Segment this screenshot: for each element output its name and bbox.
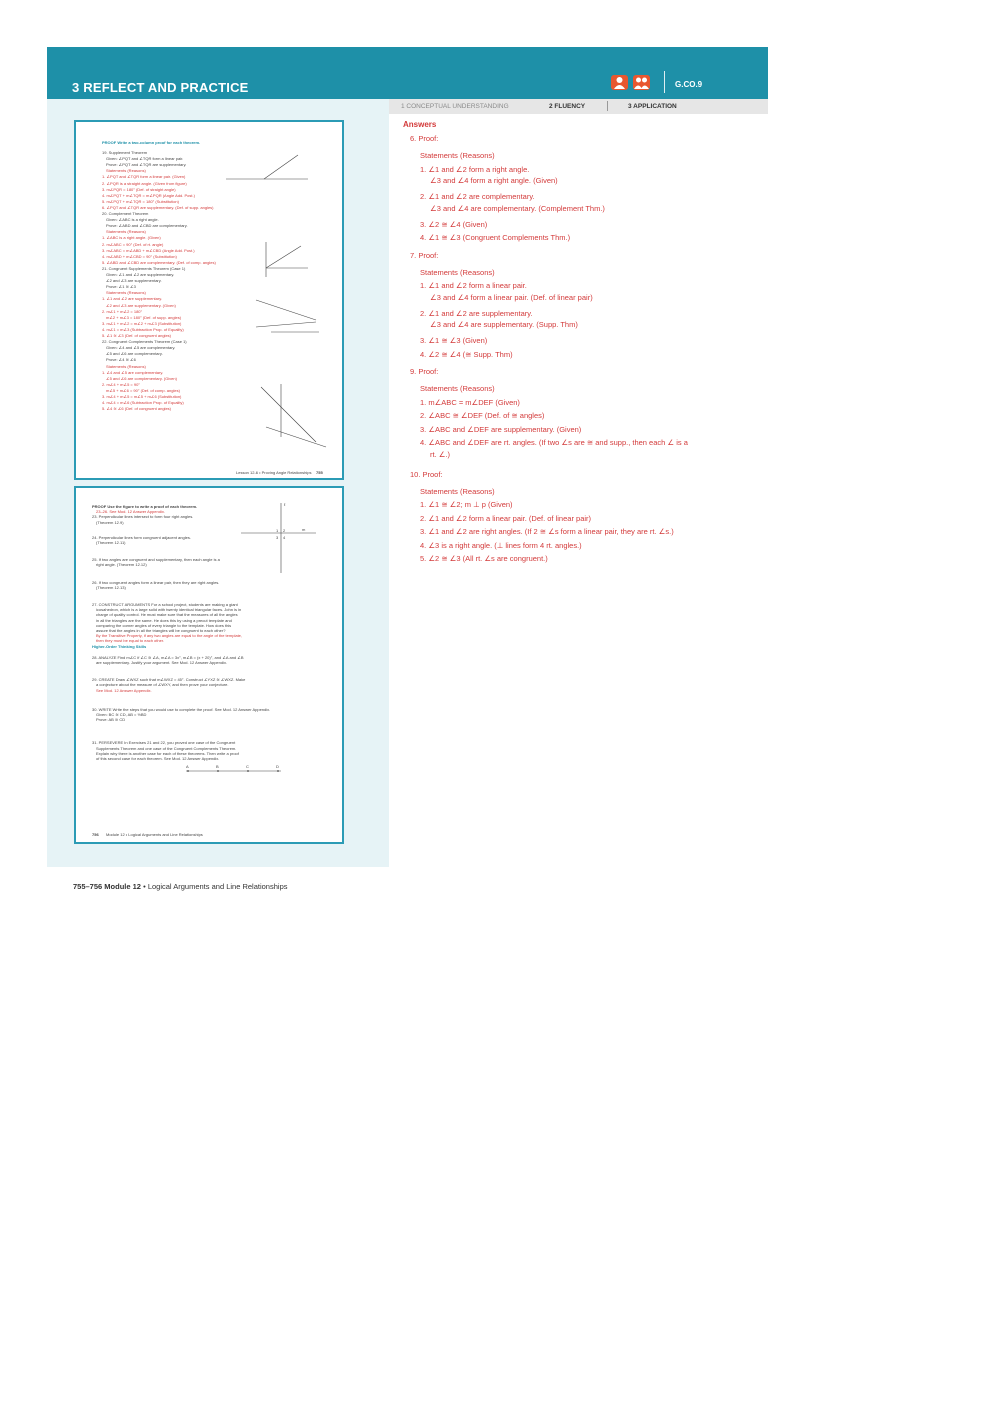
page-line: 22. Congruent Complements Theorem (Case 1) xyxy=(102,339,187,345)
figure20-ray xyxy=(266,246,301,268)
page-line: 4. m∠PQT + m∠TQR = m∠PQR (Angle Add. Post.) xyxy=(102,192,195,198)
page-line: By the Transitive Property, if any two angles are equal to the angle of the template, xyxy=(96,633,243,639)
answer-line: 3. ∠1 and ∠2 are right angles. (If 2 ≅ ∠s form a linear pair, they are rt. ∠s.) xyxy=(420,527,674,536)
page-line: (Theorem 12.13) xyxy=(96,584,126,590)
page-755-footer: Lesson 12-6 • Proving Angle Relationships xyxy=(236,470,312,475)
page-line: 1. ∠ABC is a right angle. (Given) xyxy=(102,235,161,241)
page-755-heading: PROOF Write a two-column proof for each theorem. xyxy=(102,140,201,145)
page-line: Given: ∠ABC is a right angle. xyxy=(106,217,159,223)
page-line: 28. ANALYZE Find m∠C if ∠C ≅ ∠A, m∠A = 3x°, m∠B = (x + 20)°, and ∠A and ∠B xyxy=(92,654,244,660)
page-line: 30. WRITE Write the steps that you would use to complete the proof. See Mod. 12 Answer Appendix. xyxy=(92,706,271,712)
footer-pages: 755–756 xyxy=(73,882,103,891)
student-page-756 xyxy=(74,486,344,844)
page-line: 2. m∠ABC = 90° (Def. of rt. angle) xyxy=(102,241,164,247)
answer-line: 1. ∠1 and ∠2 form a right angle. xyxy=(420,164,530,174)
line-l-label: ℓ xyxy=(284,502,286,507)
answer-line: 1. ∠1 and ∠2 form a linear pair. xyxy=(420,281,527,290)
page-line: ∠2 and ∠3 are supplementary. (Given) xyxy=(106,302,176,308)
page-755-figures xyxy=(76,122,346,482)
page-line: 3. m∠ABC = m∠ABD + m∠CBD (Angle Add. Post.) xyxy=(102,247,195,253)
page-line: 24. Perpendicular lines form congruent adjacent angles. xyxy=(92,534,191,540)
footer-bullet: • xyxy=(143,882,146,891)
answer-line: 2. ∠1 and ∠2 are complementary. xyxy=(420,192,535,201)
answer-line: 4. ∠1 ≅ ∠3 (Congruent Complements Thm.) xyxy=(420,233,571,242)
answer-line: 1. m∠ABC = m∠DEF (Given) xyxy=(420,397,520,407)
page-line: icosahedron, which is a large solid with twenty identical triangular faces. John is in xyxy=(96,607,242,613)
answer-number: 7. Proof: xyxy=(410,250,439,260)
page-line: Explain why there is another case for each of these theorems. Then write a proof xyxy=(96,750,239,756)
page-line: 5. m∠PQT + m∠TQR = 180° (Substitution) xyxy=(102,198,179,204)
answer-line: 2. ∠1 and ∠2 form a linear pair. (Def. of linear pair) xyxy=(420,513,592,523)
page-line: 23–26. See Mod. 12 Answer Appendix. xyxy=(96,509,165,515)
answer-line: 1. ∠1 ≅ ∠2; m ⊥ p (Given) xyxy=(420,500,513,509)
practice-tabs xyxy=(389,99,768,114)
student-pages-panel xyxy=(47,99,389,867)
answer-number: 6. Proof: xyxy=(410,134,439,143)
page-line: comparing the corner angles of every triangle to the template. How does this xyxy=(96,622,232,628)
page-line: 19. Supplement Theorem xyxy=(102,150,148,155)
page-line: assure that the angles in all the triangles will be congruent to each other? xyxy=(96,628,226,633)
answer-line: 4. ∠ABC and ∠DEF are rt. angles. (If two ∠s are ≅ and supp., then each ∠ is a xyxy=(420,438,688,447)
page-line: See Mod. 12 Answer Appendix. xyxy=(96,687,152,693)
individual-student-icon xyxy=(611,75,628,90)
footer-module: Module 12 xyxy=(104,882,141,891)
page-line: Higher-Order Thinking Skills xyxy=(92,643,147,649)
page-756-number: 756 xyxy=(92,832,99,837)
page-line: (Theorem 12.9) xyxy=(96,519,124,525)
angle-2-label: 2 xyxy=(283,528,286,533)
page-line: 29. CREATE Draw ∠WXZ such that m∠WXZ = 45°. Construct ∠YXZ ≅ ∠WXZ. Make xyxy=(92,677,246,683)
point-d-label: D xyxy=(276,764,279,769)
page-line: 1. ∠4 and ∠5 are complementary. xyxy=(102,369,164,375)
answer-line: ∠3 and ∠4 form a right angle. (Given) xyxy=(430,176,558,185)
page-line: 23. Perpendicular lines intersect to form four right angles. xyxy=(92,514,194,520)
point-a-label: A xyxy=(186,764,189,769)
page-line: ∠5 and ∠6 are complementary. xyxy=(106,351,163,357)
answer-line: 4. ∠2 ≅ ∠4 (≅ Supp. Thm) xyxy=(420,349,513,359)
page-line: ∠5 and ∠6 are complementary. (Given) xyxy=(106,375,177,381)
page-line: 27. CONSTRUCT ARGUMENTS For a school project, students are making a giant xyxy=(92,602,238,607)
page-line: a conjecture about the measure of ∠WXY, and then prove your conjecture. xyxy=(96,682,229,688)
tab-fluency[interactable]: 2 FLUENCY xyxy=(549,103,586,110)
angle-1-label: 1 xyxy=(276,528,279,533)
page-line: 31. PERSEVERE In Exercises 21 and 22, you proved one case of the Congruent xyxy=(92,740,236,746)
tab-application[interactable]: 3 APPLICATION xyxy=(628,103,677,110)
page-line: 2. m∠1 + m∠2 = 180° xyxy=(102,308,143,314)
answer-line: Statements (Reasons) xyxy=(420,151,495,160)
answer-line: ∠3 and ∠4 are supplementary. (Supp. Thm) xyxy=(430,320,578,329)
page-line: 25. If two angles are congruent and supplementary, then each angle is a xyxy=(92,557,220,563)
page-line: 4. m∠1 = m∠3 (Subtraction Prop. of Equality) xyxy=(102,326,184,332)
page-line: 5. ∠4 ≅ ∠6 (Def. of congruent angles) xyxy=(102,406,172,412)
page-line: Supplements Theorem and one case of the Congruent Complements Theorem. xyxy=(96,745,237,751)
page-line: Given: ∠PQT and ∠TQR form a linear pair. xyxy=(106,156,184,162)
tab-separator xyxy=(607,101,608,111)
answer-number: 10. Proof: xyxy=(410,469,443,479)
answer-line: Statements (Reasons) xyxy=(420,384,495,393)
page-footer xyxy=(73,882,288,891)
figure21-ray-b xyxy=(256,322,316,327)
standard-code: G.CO.9 xyxy=(675,80,703,89)
page-line: 21. Congruent Supplements Theorem (Case 1) xyxy=(102,265,186,271)
page-line: m∠2 + m∠3 = 180° (Def. of supp. angles) xyxy=(106,314,182,320)
page-line: 3. m∠1 + m∠2 = m∠2 + m∠3 (Substitution) xyxy=(102,320,182,326)
page-line: 4. m∠ABD + m∠CBD = 90° (Substitution) xyxy=(102,253,177,259)
page-line: 3. m∠PQR = 180° (Def. of straight angle) xyxy=(102,186,176,192)
page-line: 2. m∠4 + m∠5 = 90° xyxy=(102,381,140,387)
page-line: then they must be equal to each other. xyxy=(96,638,165,644)
page-line: 5. ∠1 ≅ ∠3 (Def. of congruent angles) xyxy=(102,333,172,338)
page-line: Prove: ∠4 ≅ ∠6 xyxy=(106,357,136,363)
figure19-ray xyxy=(264,155,298,179)
page-line: PROOF Use the figure to write a proof of each theorem. xyxy=(92,504,198,509)
page-756-footer: Module 12 • Logical Arguments and Line Relationships xyxy=(106,832,203,837)
point-b-label: B xyxy=(216,764,219,769)
page-line: Statements (Reasons) xyxy=(106,290,146,296)
pair-students-icon xyxy=(633,75,650,90)
answer-line: 3. ∠1 ≅ ∠3 (Given) xyxy=(420,336,488,345)
page-line: Given: BC ≅ CD, AB = ½BD xyxy=(96,712,147,717)
page-line: 2. ∠PQR is a straight angle. (Given from figure) xyxy=(102,180,187,186)
page-line: 20. Complement Theorem xyxy=(102,211,149,216)
page-line: 26. If two congruent angles form a linear pair, then they are right angles. xyxy=(92,579,220,585)
answer-line: 2. ∠ABC ≅ ∠DEF (Def. of ≅ angles) xyxy=(420,411,545,420)
page-line: 4. m∠4 = m∠6 (Subtraction Prop. of Equality) xyxy=(102,400,184,406)
page-line: Given: ∠4 and ∠5 are complementary. xyxy=(106,345,176,351)
page-line: Statements (Reasons) xyxy=(106,229,146,235)
page-line: (Theorem 12.11) xyxy=(96,540,126,545)
angle-4-label: 4 xyxy=(283,535,286,540)
angle-3-label: 3 xyxy=(276,535,279,540)
page-line: Prove: ∠1 ≅ ∠3 xyxy=(106,284,136,290)
page-line: of this second case for each theorem. See Mod. 12 Answer Appendix. xyxy=(96,756,220,761)
figure22-ray-a xyxy=(261,387,316,442)
page-line: in all the triangles are the same. He does this by using a precut template and xyxy=(96,617,232,623)
point-c-label: C xyxy=(246,764,249,769)
student-page-755 xyxy=(74,120,344,480)
page-line: 1. ∠PQT and ∠TQR form a linear pair. (Given) xyxy=(102,174,186,180)
answer-number: 9. Proof: xyxy=(410,367,439,376)
answer-line: rt. ∠.) xyxy=(430,449,451,459)
page-line: charge of quality control. He must make sure that the measures of all the angles xyxy=(96,612,238,618)
header-divider xyxy=(664,71,665,93)
page-line: right angle. (Theorem 12.12) xyxy=(96,562,147,568)
answer-line: ∠3 and ∠4 are complementary. (Complement Thm.) xyxy=(430,203,605,213)
answers-title: Answers xyxy=(403,120,437,129)
page-line: 1. ∠1 and ∠2 are supplementary. xyxy=(102,296,163,302)
footer-title: Logical Arguments and Line Relationships xyxy=(147,882,288,891)
answer-line: 2. ∠1 and ∠2 are supplementary. xyxy=(420,308,533,318)
answer-line: 3. ∠ABC and ∠DEF are supplementary. (Given) xyxy=(420,424,582,434)
section-title: 3 REFLECT AND PRACTICE xyxy=(72,80,249,95)
page-line: Statements (Reasons) xyxy=(106,363,146,369)
page-line: Prove: ∠PQT and ∠TQR are supplementary. xyxy=(106,162,187,168)
figure22-ray-c xyxy=(266,427,326,447)
answer-line: 4. ∠3 is a right angle. (⊥ lines form 4 rt. angles.) xyxy=(420,540,582,550)
figure21-ray-a xyxy=(256,300,316,320)
page-line: Prove: AB ≅ CD xyxy=(96,717,126,723)
section-header xyxy=(47,47,768,99)
answer-line: Statements (Reasons) xyxy=(420,486,495,496)
page-756-figures xyxy=(76,488,346,846)
page-line: are supplementary. Justify your argument. See Mod. 12 Answer Appendix. xyxy=(96,660,228,665)
page-line: 6. ∠PQT and ∠TQR are supplementary. (Def. of supp. angles) xyxy=(102,204,214,210)
answer-line: 5. ∠2 ≅ ∠3 (All rt. ∠s are congruent.) xyxy=(420,554,548,563)
page-755-number: 755 xyxy=(316,470,323,475)
page-line: m∠5 + m∠6 = 90° (Def. of comp. angles) xyxy=(106,387,180,393)
line-m-label: m xyxy=(302,527,306,532)
answer-line: Statements (Reasons) xyxy=(420,267,495,277)
page-line: ∠2 and ∠3 are supplementary. xyxy=(106,278,162,284)
page-line: 3. m∠4 + m∠5 = m∠5 + m∠6 (Substitution) xyxy=(102,394,182,399)
page-line: Prove: ∠ABD and ∠CBD are complementary. xyxy=(106,223,188,229)
answer-line: 3. ∠2 ≅ ∠4 (Given) xyxy=(420,219,488,229)
tab-conceptual-understanding[interactable]: 1 CONCEPTUAL UNDERSTANDING xyxy=(401,103,509,110)
answer-line: ∠3 and ∠4 form a linear pair. (Def. of linear pair) xyxy=(430,292,593,302)
page-line: Statements (Reasons) xyxy=(106,168,146,174)
page-line: 5. ∠ABD and ∠CBD are complementary. (Def. of comp. angles) xyxy=(102,259,216,265)
page-line: Given: ∠1 and ∠2 are supplementary. xyxy=(106,272,175,277)
